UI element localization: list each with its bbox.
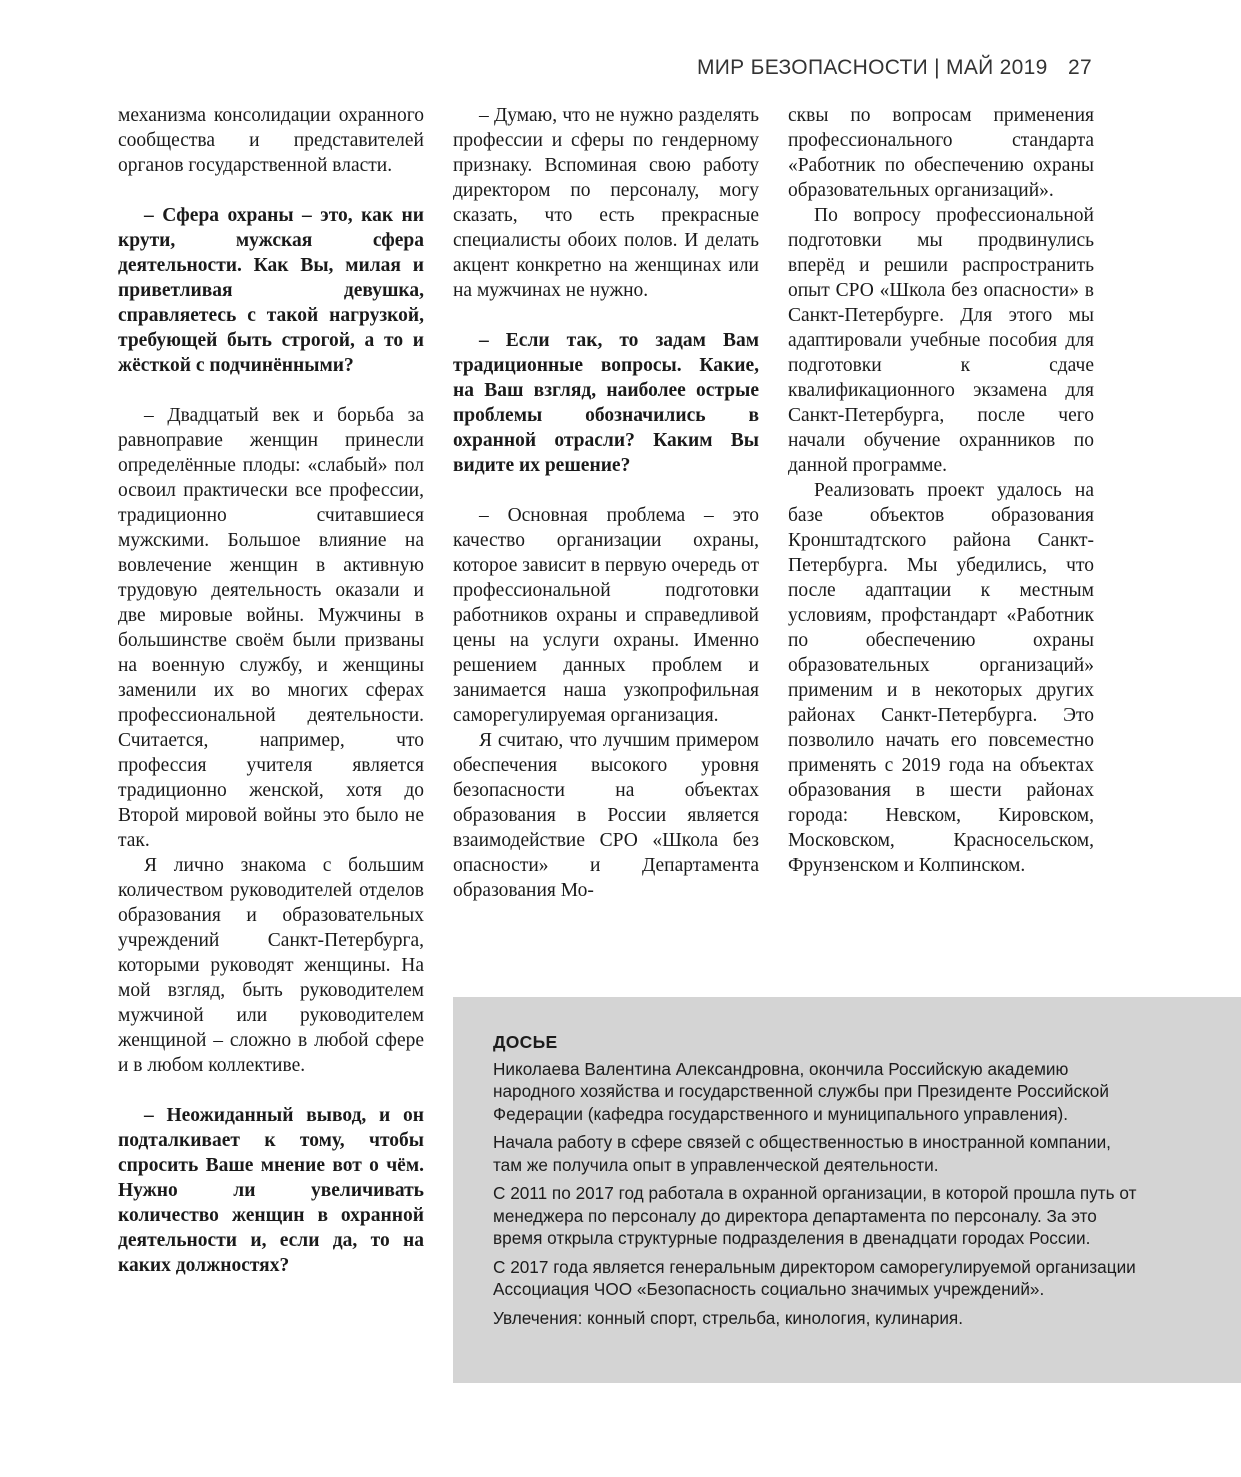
- running-header: [680, 54, 1100, 86]
- dossier-title: ДОСЬЕ: [493, 1032, 558, 1052]
- paragraph: – Думаю, что не нужно разделять профессии и сферы по гендерному признаку. Вспоминая свою работу директором по персоналу, могу сказать, что есть прекрасные специалисты обоих полов. И делать акцент конкретно на женщинах или на мужчинах не нужно.: [453, 105, 759, 301]
- paragraph: – Основная проблема – это качество организации охраны, которое зависит в первую очередь от профессиональной подготовки работников охраны и справедливой цены на услуги охраны. Именно решением данных проблем и занимается наша узкопрофильная саморегулируемая организация.: [453, 505, 759, 726]
- dossier-paragraph: С 2017 года является генеральным директором саморегулируемой организации Ассоциация ЧОО «Безопасность социально значимых учреждений».: [493, 1256, 1136, 1299]
- dossier-box: [453, 997, 1241, 1383]
- interview-question: – Если так, то задам Вам традиционные вопросы. Какие, на Ваш взгляд, наиболее острые проблемы обозначились в охранной отрасли? Каким Вы видите их решение?: [453, 330, 759, 476]
- paragraph: механизма консолидации охранного сообщества и представителей органов государственной власти.: [118, 105, 424, 176]
- page-number: 27: [1068, 56, 1092, 79]
- interview-question: – Неожиданный вывод, и он подталкивает к тому, чтобы спросить Ваше мнение вот о чём. Нужно ли увеличивать количество женщин в охранной деятельности и, если да, то на каких должностях?: [118, 1105, 424, 1276]
- dossier-paragraph: Начала работу в сфере связей с общественностью в иностранной компании, там же получила опыт в управленческой деятельности.: [493, 1132, 1111, 1175]
- paragraph: По вопросу профессиональной подготовки мы продвинулись вперёд и решили распространить опыт СРО «Школа без опасности» в Санкт-Петербурге. Для этого мы адаптировали учебные пособия для подготовки к сдаче квалификационного экзамена для Санкт-Петербурга, после чего начали обучение охранников по данной программе.: [788, 205, 1094, 476]
- dossier-paragraph: Увлечения: конный спорт, стрельба, кинология, кулинария.: [493, 1307, 964, 1328]
- dossier-paragraph: С 2011 по 2017 год работала в охранной организации, в которой прошла путь от менеджера по персоналу до директора департамента по персоналу. За это время открыла структурные подразделения в двенадцати городах России.: [493, 1183, 1137, 1248]
- paragraph: Я считаю, что лучшим примером обеспечения высокого уровня безопасности на объектах образования в России является взаимодействие СРО «Школа без опасности» и Департамента образования Мо-: [453, 730, 759, 901]
- column-1: [118, 103, 424, 1278]
- column-3: [788, 103, 1094, 878]
- paragraph: – Двадцатый век и борьба за равноправие женщин принесли определённые плоды: «слабый» пол освоил практически все профессии, традиционно считавшиеся мужскими. Большое влияние на вовлечение женщин в активную трудовую деятельность оказали и две мировые войны. Мужчины в большинстве своём были призваны на военную службу, и женщины заменили их во многих сферах профессиональной деятельности. Считается, например, что профессия учителя является традиционно женской, хотя до Второй мировой войны это было не так.: [118, 405, 424, 851]
- dossier-paragraph: Николаева Валентина Александровна, окончила Российскую академию народного хозяйства и государственной службы при Президенте Российской Федерации (кафедра государственного и муниципального управления).: [493, 1058, 1109, 1124]
- paragraph: Реализовать проект удалось на базе объектов образования Кронштадтского района Санкт-Петербурга. Мы убедились, что после адаптации к местным условиям, профстандарт «Работник по обеспечению охраны образовательных организаций» применим и в некоторых других районах Санкт-Петербурга. Это позволило начать его повсеместно применять с 2019 года на объектах образования в шести районах города: Невском, Кировском, Московском, Красносельском, Фрунзенском и Колпинском.: [788, 480, 1094, 876]
- paragraph: сквы по вопросам применения профессионального стандарта «Работник по обеспечению охраны образовательных организаций».: [788, 105, 1094, 201]
- paragraph: Я лично знакома с большим количеством руководителей отделов образования и образовательных учреждений Санкт-Петербурга, которыми руководят женщины. На мой взгляд, быть руководителем мужчиной или руководителем женщиной – сложно в любой сфере и в любом коллективе.: [118, 855, 424, 1076]
- publication-title: МИР БЕЗОПАСНОСТИ | МАЙ 2019: [697, 56, 1048, 79]
- interview-question: – Сфера охраны – это, как ни крути, мужская сфера деятельности. Как Вы, милая и приветливая девушка, справляетесь с такой нагрузкой, требующей быть строгой, а то и жёсткой с подчинёнными?: [118, 205, 424, 376]
- column-2: [453, 103, 759, 903]
